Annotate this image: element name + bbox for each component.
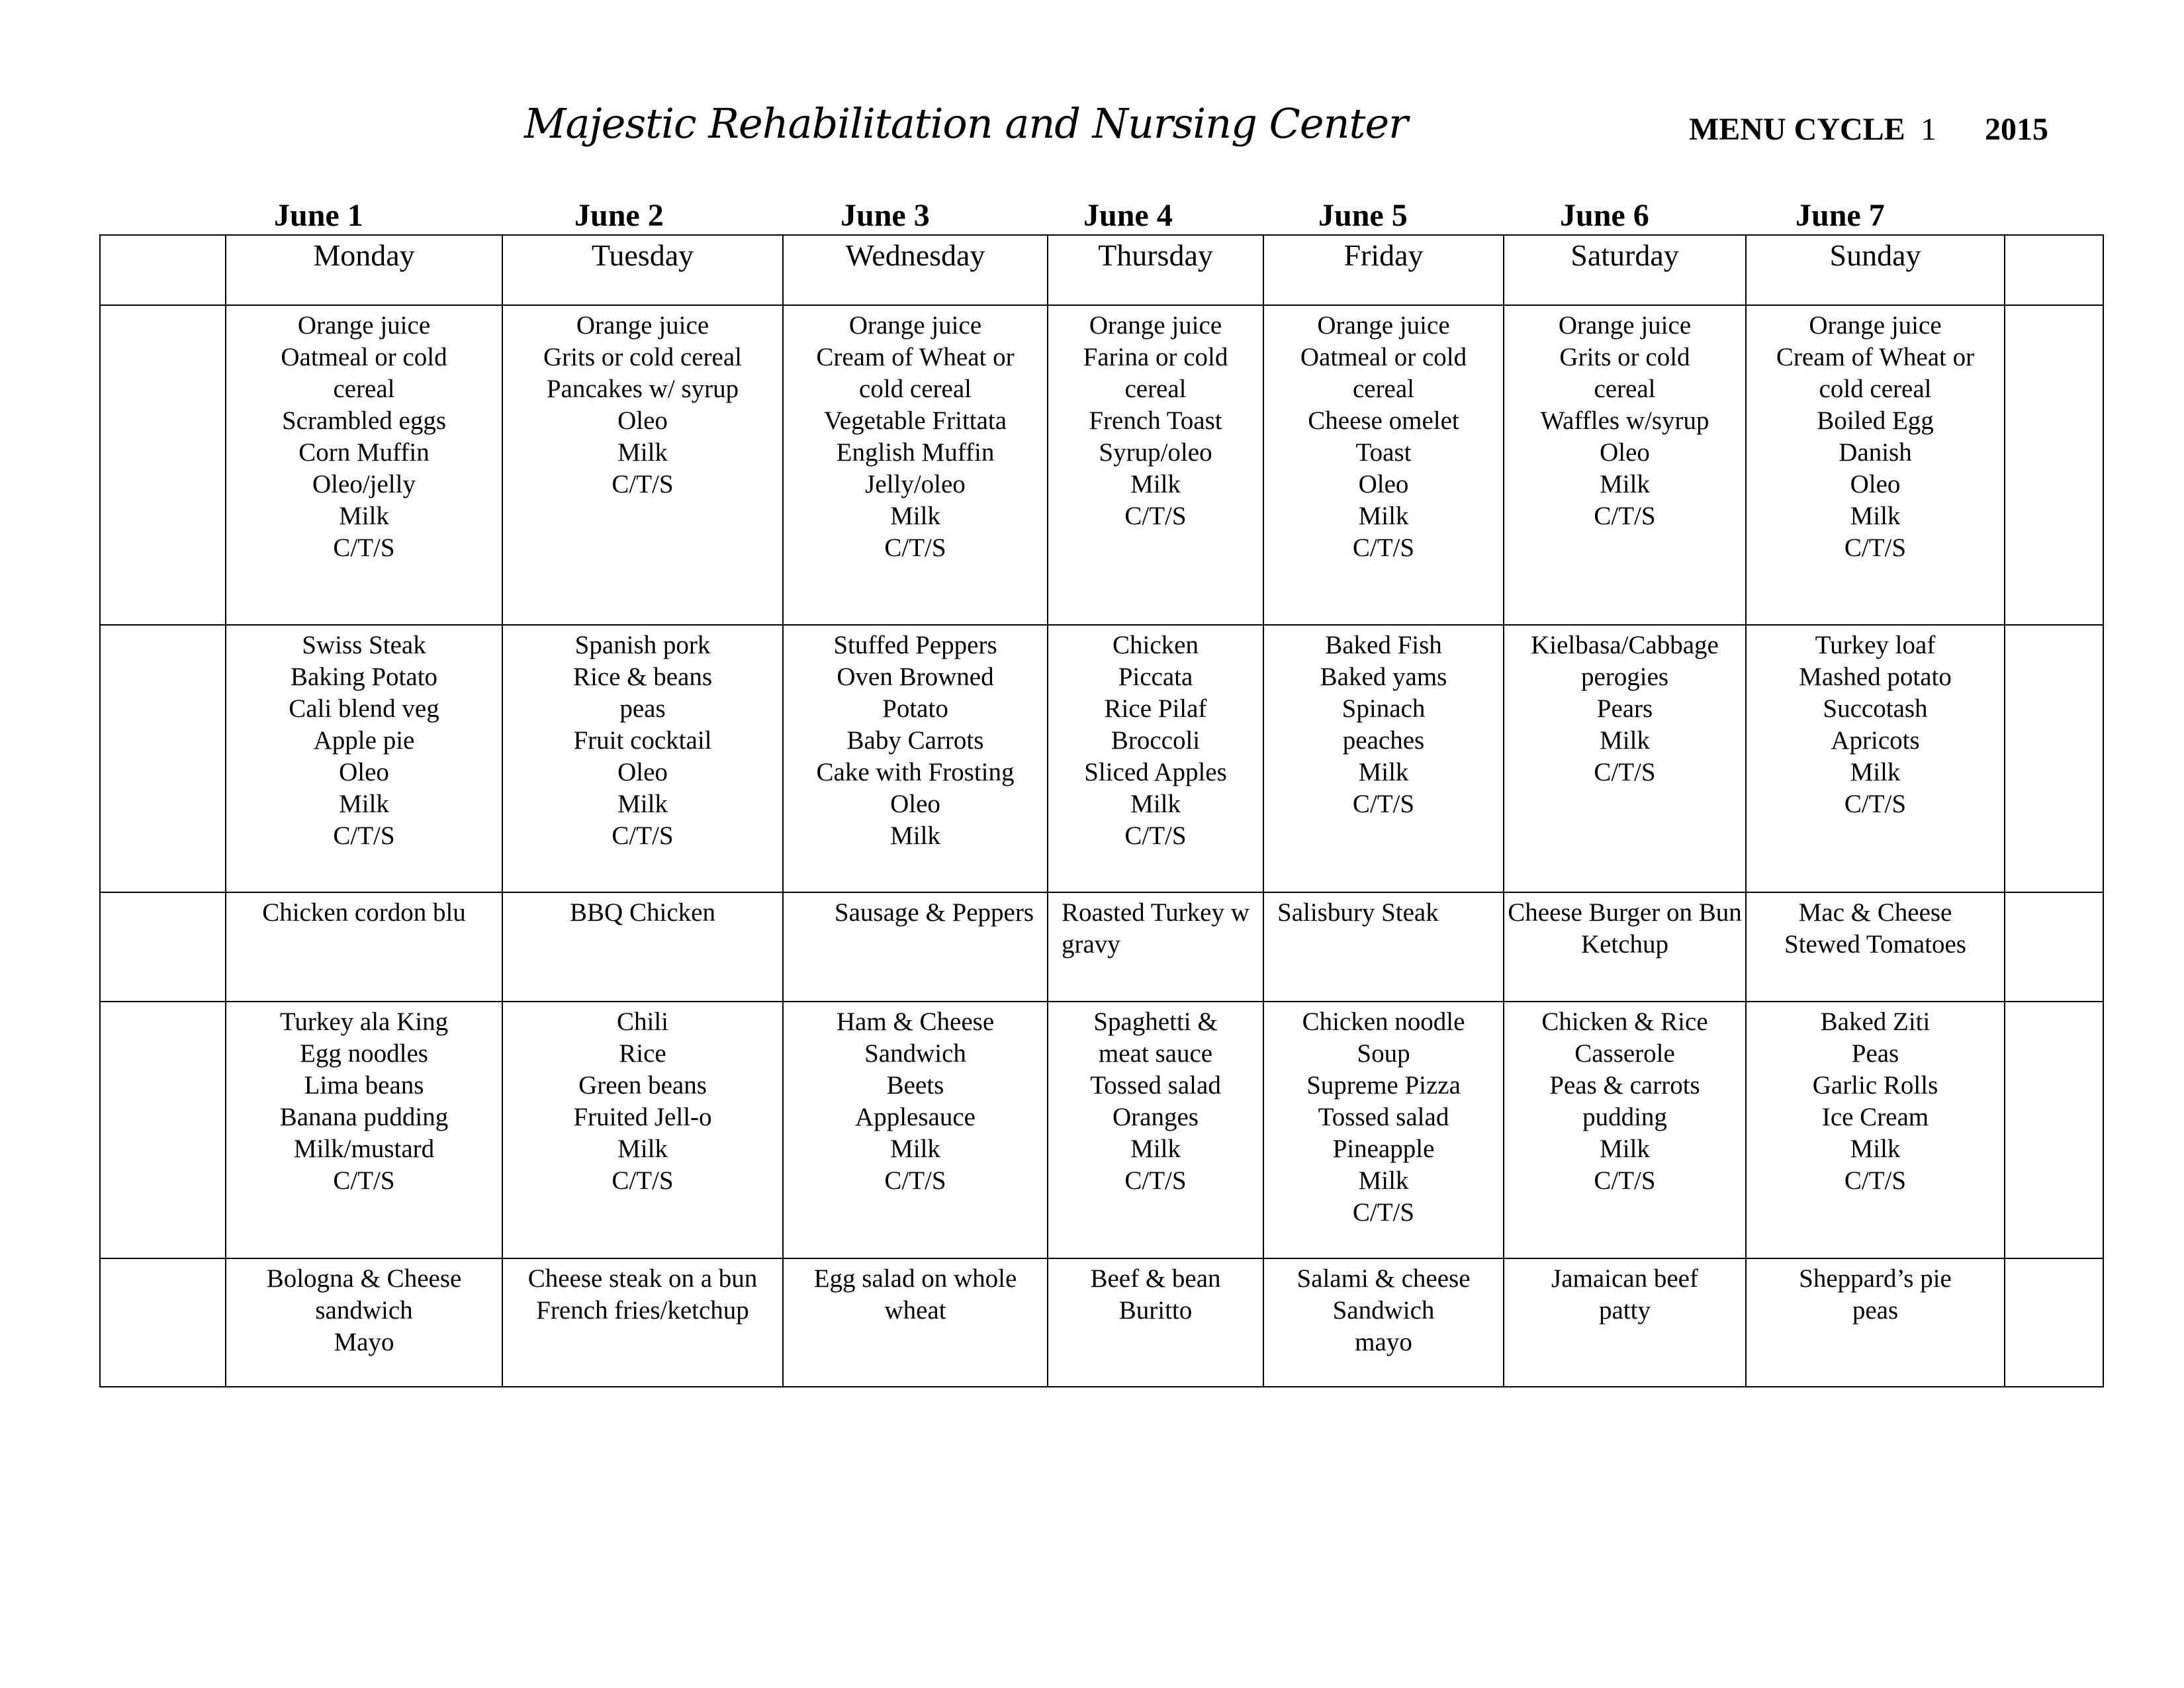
menu-item: peaches (1342, 726, 1425, 755)
menu-item: Pineapple (1332, 1135, 1435, 1163)
menu-item: Cake with Frosting (816, 758, 1015, 786)
menu-item: Applesauce (855, 1103, 976, 1131)
row-label-cell (100, 625, 226, 892)
snack-wednesday (783, 1258, 1048, 1387)
menu-item: Banana pudding (279, 1103, 449, 1131)
menu-item: C/T/S (1594, 1166, 1656, 1195)
menu-item: Roasted Turkey w gravy (1062, 898, 1250, 959)
menu-item: Apple pie (313, 726, 415, 755)
supper-saturday (1504, 1002, 1746, 1258)
menu-item: Salisbury Steak (1277, 898, 1439, 927)
menu-item: Milk (890, 1135, 940, 1163)
menu-year: 2015 (1985, 112, 2048, 147)
menu-item: Baked Fish (1325, 631, 1442, 659)
snack-friday (1263, 1258, 1504, 1387)
menu-item: C/T/S (884, 1166, 946, 1195)
day-header-monday: Monday (226, 235, 502, 305)
menu-item: Rice & beans (572, 663, 713, 691)
supper-friday (1263, 1002, 1504, 1258)
menu-item: Bologna & Cheese sandwich (266, 1264, 462, 1325)
alternate-saturday (1504, 892, 1746, 1002)
menu-item: Grits or cold cereal (1559, 343, 1690, 403)
menu-item: Baked yams (1320, 663, 1447, 691)
menu-item: Sheppard’s pie (1799, 1264, 1952, 1293)
menu-item: Milk (1358, 758, 1409, 786)
menu-item: Milk/mustard (293, 1135, 435, 1163)
breakfast-row (100, 305, 2103, 625)
menu-item: Orange juice (848, 311, 982, 340)
menu-item: Jelly/oleo (865, 470, 966, 498)
menu-table (99, 234, 2104, 1387)
day-header-tuesday: Tuesday (502, 235, 783, 305)
menu-item: Mayo (334, 1328, 394, 1356)
menu-item: Grits or cold cereal (543, 343, 742, 371)
lunch-friday (1263, 625, 1504, 892)
alternate-monday (226, 892, 502, 1002)
menu-item: Milk (1130, 470, 1181, 498)
menu-item: Scrambled eggs (281, 406, 446, 435)
menu-item: C/T/S (333, 534, 395, 562)
menu-item: Milk (1850, 502, 1901, 530)
alternate-wednesday (783, 892, 1048, 1002)
lunch-thursday (1048, 625, 1263, 892)
menu-item: Stuffed Peppers (833, 631, 997, 659)
menu-item: Vegetable Frittata (823, 406, 1007, 435)
menu-item: Ham & Cheese Sandwich (836, 1008, 995, 1068)
menu-item: Piccata (1118, 663, 1193, 691)
menu-item: Stewed Tomatoes (1784, 930, 1966, 959)
menu-item: Orange juice (1558, 311, 1692, 340)
menu-item: C/T/S (1844, 1166, 1907, 1195)
breakfast-thursday (1048, 305, 1263, 625)
menu-item: C/T/S (884, 534, 946, 562)
menu-item: pudding (1582, 1103, 1667, 1131)
supper-wednesday (783, 1002, 1048, 1258)
menu-item: C/T/S (333, 1166, 395, 1195)
menu-item: Milk (1600, 1135, 1650, 1163)
menu-item: Oleo (1850, 470, 1901, 498)
menu-item: French Toast (1089, 406, 1222, 435)
menu-item: C/T/S (612, 1166, 674, 1195)
menu-item: Beets (886, 1071, 944, 1100)
menu-item: Oleo (617, 406, 668, 435)
alternate-row (100, 892, 2103, 1002)
supper-thursday (1048, 1002, 1263, 1258)
trailing-cell (2005, 1258, 2103, 1387)
menu-item: perogies (1580, 663, 1669, 691)
day-header-friday: Friday (1263, 235, 1504, 305)
menu-item: C/T/S (1124, 502, 1187, 530)
trailing-cell (2005, 1002, 2103, 1258)
trailing-cell (2005, 305, 2103, 625)
menu-item: Corn Muffin (298, 438, 430, 467)
day-header-sunday: Sunday (1746, 235, 2005, 305)
menu-item: Spaghetti & meat sauce (1093, 1008, 1218, 1068)
menu-item: Fruited Jell-o (573, 1103, 712, 1131)
menu-item: Kielbasa/Cabbage (1531, 631, 1719, 659)
menu-item: Chicken (1113, 631, 1199, 659)
menu-item: Milk (1850, 758, 1901, 786)
alternate-friday (1263, 892, 1504, 1002)
menu-item: Turkey ala King (279, 1008, 449, 1036)
menu-item: Egg noodles (300, 1039, 428, 1068)
date-label-june-1: June 1 (274, 198, 363, 233)
menu-item: Milk (617, 790, 668, 818)
menu-item: BBQ Chicken (570, 898, 715, 927)
menu-item: Cream of Wheat or cold cereal (816, 343, 1015, 403)
breakfast-friday (1263, 305, 1504, 625)
day-header-row (100, 235, 2103, 305)
menu-item: Waffles w/syrup (1540, 406, 1709, 435)
menu-item: C/T/S (1124, 1166, 1187, 1195)
menu-item: Oleo (617, 758, 668, 786)
menu-item: C/T/S (1844, 534, 1907, 562)
menu-item: Milk (339, 502, 389, 530)
trailing-cell (2005, 625, 2103, 892)
menu-cycle-number: 1 (1921, 112, 1936, 147)
menu-item: Ice Cream (1821, 1103, 1929, 1131)
menu-item: C/T/S (1844, 790, 1907, 818)
menu-item: Fruit cocktail (573, 726, 712, 755)
menu-item: Milk (1600, 470, 1650, 498)
menu-item: Beef & bean Buritto (1090, 1264, 1221, 1325)
breakfast-monday (226, 305, 502, 625)
menu-item: Milk (1130, 790, 1181, 818)
menu-item: Oleo (339, 758, 389, 786)
menu-item: C/T/S (1594, 758, 1656, 786)
lunch-tuesday (502, 625, 783, 892)
alternate-thursday (1048, 892, 1263, 1002)
menu-item: Peas (1851, 1039, 1899, 1068)
menu-item: Oleo (1358, 470, 1409, 498)
menu-item: Rice Pilaf (1104, 694, 1207, 723)
menu-item: Baking Potato (290, 663, 438, 691)
menu-item: Chicken & Rice Casserole (1541, 1008, 1708, 1068)
row-label-cell (100, 892, 226, 1002)
menu-item: Peas & carrots (1549, 1071, 1700, 1100)
menu-item: mayo (1355, 1328, 1412, 1356)
day-header-thursday: Thursday (1048, 235, 1263, 305)
breakfast-wednesday (783, 305, 1048, 625)
menu-item: C/T/S (612, 821, 674, 850)
menu-item: Egg salad on whole wheat (813, 1264, 1017, 1325)
menu-item: Pancakes w/ syrup (546, 375, 739, 403)
date-label-june-6: June 6 (1560, 198, 1649, 233)
menu-item: Danish (1839, 438, 1912, 467)
row-label-cell (100, 235, 226, 305)
menu-item: Chicken noodle Soup (1302, 1008, 1465, 1068)
menu-item: Green beans (578, 1071, 707, 1100)
supper-row (100, 1002, 2103, 1258)
menu-item: Orange juice (1809, 311, 1942, 340)
menu-item: Garlic Rolls (1812, 1071, 1938, 1100)
menu-item: Milk (1850, 1135, 1901, 1163)
menu-item: Milk (1358, 502, 1409, 530)
menu-item: Cheese Burger on Bun (1508, 898, 1742, 927)
menu-item: Toast (1355, 438, 1412, 467)
lunch-saturday (1504, 625, 1746, 892)
supper-tuesday (502, 1002, 783, 1258)
menu-cycle-label: MENU CYCLE (1689, 112, 1905, 147)
menu-item: Baby Carrots (846, 726, 984, 755)
menu-item: Oatmeal or cold cereal (1300, 343, 1467, 403)
menu-item: English Muffin (836, 438, 995, 467)
day-header-wednesday: Wednesday (783, 235, 1048, 305)
menu-item: peas (619, 694, 666, 723)
alternate-sunday (1746, 892, 2005, 1002)
supper-monday (226, 1002, 502, 1258)
menu-item: Lima beans (304, 1071, 424, 1100)
menu-item: peas (1852, 1296, 1899, 1325)
snack-saturday (1504, 1258, 1746, 1387)
supper-sunday (1746, 1002, 2005, 1258)
menu-item: Rice (619, 1039, 666, 1068)
menu-item: Turkey loaf (1815, 631, 1936, 659)
menu-item: C/T/S (1352, 790, 1415, 818)
date-label-june-2: June 2 (574, 198, 664, 233)
menu-item: C/T/S (1352, 534, 1415, 562)
menu-item: Milk (339, 790, 389, 818)
menu-item: Spanish pork (574, 631, 711, 659)
menu-item: Oleo (890, 790, 940, 818)
menu-item: French fries/ketchup (536, 1296, 749, 1325)
row-label-cell (100, 1258, 226, 1387)
menu-item: Farina or cold cereal (1083, 343, 1228, 403)
date-label-june-3: June 3 (841, 198, 930, 233)
menu-item: Chicken cordon blu (262, 898, 466, 927)
menu-item: Milk (890, 502, 940, 530)
menu-item: Succotash (1823, 694, 1928, 723)
lunch-wednesday (783, 625, 1048, 892)
menu-item: Cream of Wheat or cold cereal (1776, 343, 1975, 403)
menu-item: Mashed potato (1799, 663, 1952, 691)
menu-item: Cheese steak on a bun (527, 1264, 758, 1293)
snack-tuesday (502, 1258, 783, 1387)
breakfast-tuesday (502, 305, 783, 625)
menu-item: Cheese omelet (1308, 406, 1459, 435)
date-label-june-4: June 4 (1083, 198, 1173, 233)
menu-item: Milk (617, 1135, 668, 1163)
menu-item: Oven Browned Potato (837, 663, 994, 723)
menu-item: Milk (1130, 1135, 1181, 1163)
menu-item: Broccoli (1111, 726, 1201, 755)
menu-item: Milk (1600, 726, 1650, 755)
menu-item: Cali blend veg (289, 694, 439, 723)
menu-item: Ketchup (1580, 930, 1669, 959)
menu-item: Mac & Cheese (1798, 898, 1952, 927)
menu-item: Oleo/jelly (312, 470, 416, 498)
menu-item: Oleo (1600, 438, 1650, 467)
menu-item: Milk (890, 821, 940, 850)
menu-item: C/T/S (1352, 1198, 1415, 1227)
menu-item: Supreme Pizza (1306, 1071, 1461, 1100)
menu-item: Sausage & Peppers (834, 898, 1034, 927)
menu-item: Salami & cheese Sandwich (1297, 1264, 1471, 1325)
menu-item: Orange juice (576, 311, 709, 340)
menu-item: Chili (616, 1008, 669, 1036)
menu-item: Boiled Egg (1817, 406, 1934, 435)
menu-item: Orange juice (1089, 311, 1222, 340)
menu-item: Syrup/oleo (1099, 438, 1212, 467)
menu-item: Milk (1358, 1166, 1409, 1195)
menu-item: Oranges (1113, 1103, 1199, 1131)
menu-item: Orange juice (297, 311, 431, 340)
date-label-june-5: June 5 (1318, 198, 1408, 233)
day-header-saturday: Saturday (1504, 235, 1746, 305)
menu-item: C/T/S (1124, 821, 1187, 850)
menu-item: C/T/S (612, 470, 674, 498)
row-label-cell (100, 305, 226, 625)
menu-item: Oatmeal or cold cereal (281, 343, 447, 403)
evening-snack-row (100, 1258, 2103, 1387)
menu-item: Swiss Steak (302, 631, 426, 659)
menu-item: C/T/S (333, 821, 395, 850)
snack-thursday (1048, 1258, 1263, 1387)
page-title: Majestic Rehabilitation and Nursing Center (524, 99, 1408, 148)
menu-item: Jamaican beef patty (1551, 1264, 1698, 1325)
menu-item: Spinach (1342, 694, 1426, 723)
date-label-june-7: June 7 (1796, 198, 1885, 233)
trailing-cell (2005, 235, 2103, 305)
menu-item: Baked Ziti (1820, 1008, 1931, 1036)
menu-item: Pears (1596, 694, 1653, 723)
alternate-tuesday (502, 892, 783, 1002)
snack-monday (226, 1258, 502, 1387)
menu-item: Milk (617, 438, 668, 467)
lunch-row (100, 625, 2103, 892)
breakfast-sunday (1746, 305, 2005, 625)
trailing-cell (2005, 892, 2103, 1002)
breakfast-saturday (1504, 305, 1746, 625)
menu-item: C/T/S (1594, 502, 1656, 530)
menu-item: Tossed salad (1318, 1103, 1449, 1131)
menu-item: Tossed salad (1090, 1071, 1221, 1100)
lunch-monday (226, 625, 502, 892)
menu-item: Sliced Apples (1084, 758, 1227, 786)
menu-item: Apricots (1831, 726, 1920, 755)
row-label-cell (100, 1002, 226, 1258)
snack-sunday (1746, 1258, 2005, 1387)
lunch-sunday (1746, 625, 2005, 892)
menu-item: Orange juice (1317, 311, 1450, 340)
